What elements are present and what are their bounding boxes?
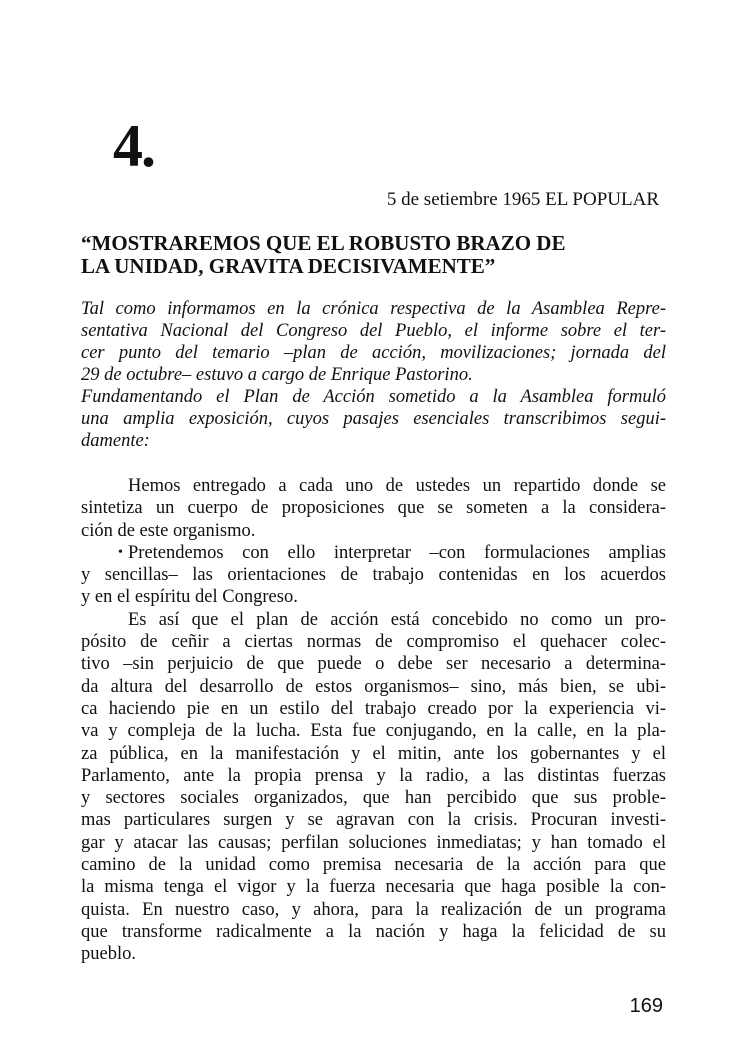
intro-line: una amplia exposición, cuyos pasajes esenciales transcribimos segui- — [81, 409, 666, 429]
body-line: quista. En nuestro caso, y ahora, para la realización de un programa — [81, 899, 666, 920]
body-line: gar y atacar las causas; perfilan soluciones inmediatas; y han tomado el — [81, 832, 666, 853]
body-line: Hemos entregado a cada uno de ustedes un repartido donde se — [128, 476, 666, 496]
intro-line: Fundamentando el Plan de Acción sometido a la Asamblea formuló — [81, 387, 666, 407]
body-line: va y compleja de la lucha. Esta fue conjugando, en la calle, en la pla- — [81, 721, 666, 742]
body-line: que transforme radicalmente a la nación y haga la felicidad de su — [81, 921, 666, 942]
body-line: sintetiza un cuerpo de proposiciones que se someten a la considera- — [81, 498, 666, 519]
chapter-number: 4. — [113, 113, 154, 179]
body-text — [81, 475, 666, 966]
dateline: 5 de setiembre 1965 EL POPULAR — [386, 189, 659, 210]
headline-line: LA UNIDAD, GRAVITA DECISIVAMENTE” — [81, 254, 496, 278]
body-line-text: Pretendemos con ello interpretar –con formulaciones amplias — [128, 542, 666, 563]
bullet-mark-icon: • — [118, 544, 123, 560]
body-line: y sencillas– las orientaciones de trabajo contenidas en los acuerdos — [81, 565, 666, 586]
intro-line: cer punto del temario –plan de acción, movilizaciones; jornada del — [81, 343, 666, 363]
headline-line: “MOSTRAREMOS QUE EL ROBUSTO BRAZO DE — [81, 231, 566, 255]
body-line: pósito de ceñir a ciertas normas de compromiso el quehacer colec- — [81, 632, 666, 653]
body-line: Parlamento, ante la propia prensa y la radio, a las distintas fuerzas — [81, 765, 666, 786]
intro-line: Tal como informamos en la crónica respectiva de la Asamblea Repre- — [81, 299, 666, 319]
intro-paragraph — [81, 298, 666, 452]
intro-line: 29 de octubre– estuvo a cargo de Enrique Pastorino. — [81, 365, 473, 385]
intro-line: damente: — [81, 431, 150, 451]
body-line: mas particulares surgen y se agravan con la crisis. Procuran investi- — [81, 810, 666, 831]
body-line: Es así que el plan de acción está concebido no como un pro- — [128, 609, 666, 630]
intro-line: sentativa Nacional del Congreso del Pueblo, el informe sobre el ter- — [81, 321, 666, 341]
body-line: camino de la unidad como premisa necesaria de la acción para que — [81, 855, 666, 876]
body-line: la misma tenga el vigor y la fuerza necesaria que haga posible la con- — [81, 877, 666, 898]
body-line: y sectores sociales organizados, que han percibido que sus proble- — [81, 788, 666, 809]
body-line — [81, 542, 666, 564]
page-number: 169 — [629, 995, 663, 1017]
body-line: da altura del desarrollo de estos organismos– sino, más bien, se ubi- — [81, 676, 666, 697]
body-line: ca haciendo pie en un estilo del trabajo creado por la experiencia vi- — [81, 698, 666, 719]
article-headline — [81, 232, 681, 278]
body-line: pueblo. — [81, 944, 136, 965]
body-line: ción de este organismo. — [81, 520, 256, 541]
body-line: y en el espíritu del Congreso. — [81, 587, 298, 608]
body-line: za pública, en la manifestación y el mitin, ante los gobernantes y el — [81, 743, 666, 764]
body-line: tivo –sin perjuicio de que puede o debe ser necesario a determina- — [81, 654, 666, 675]
